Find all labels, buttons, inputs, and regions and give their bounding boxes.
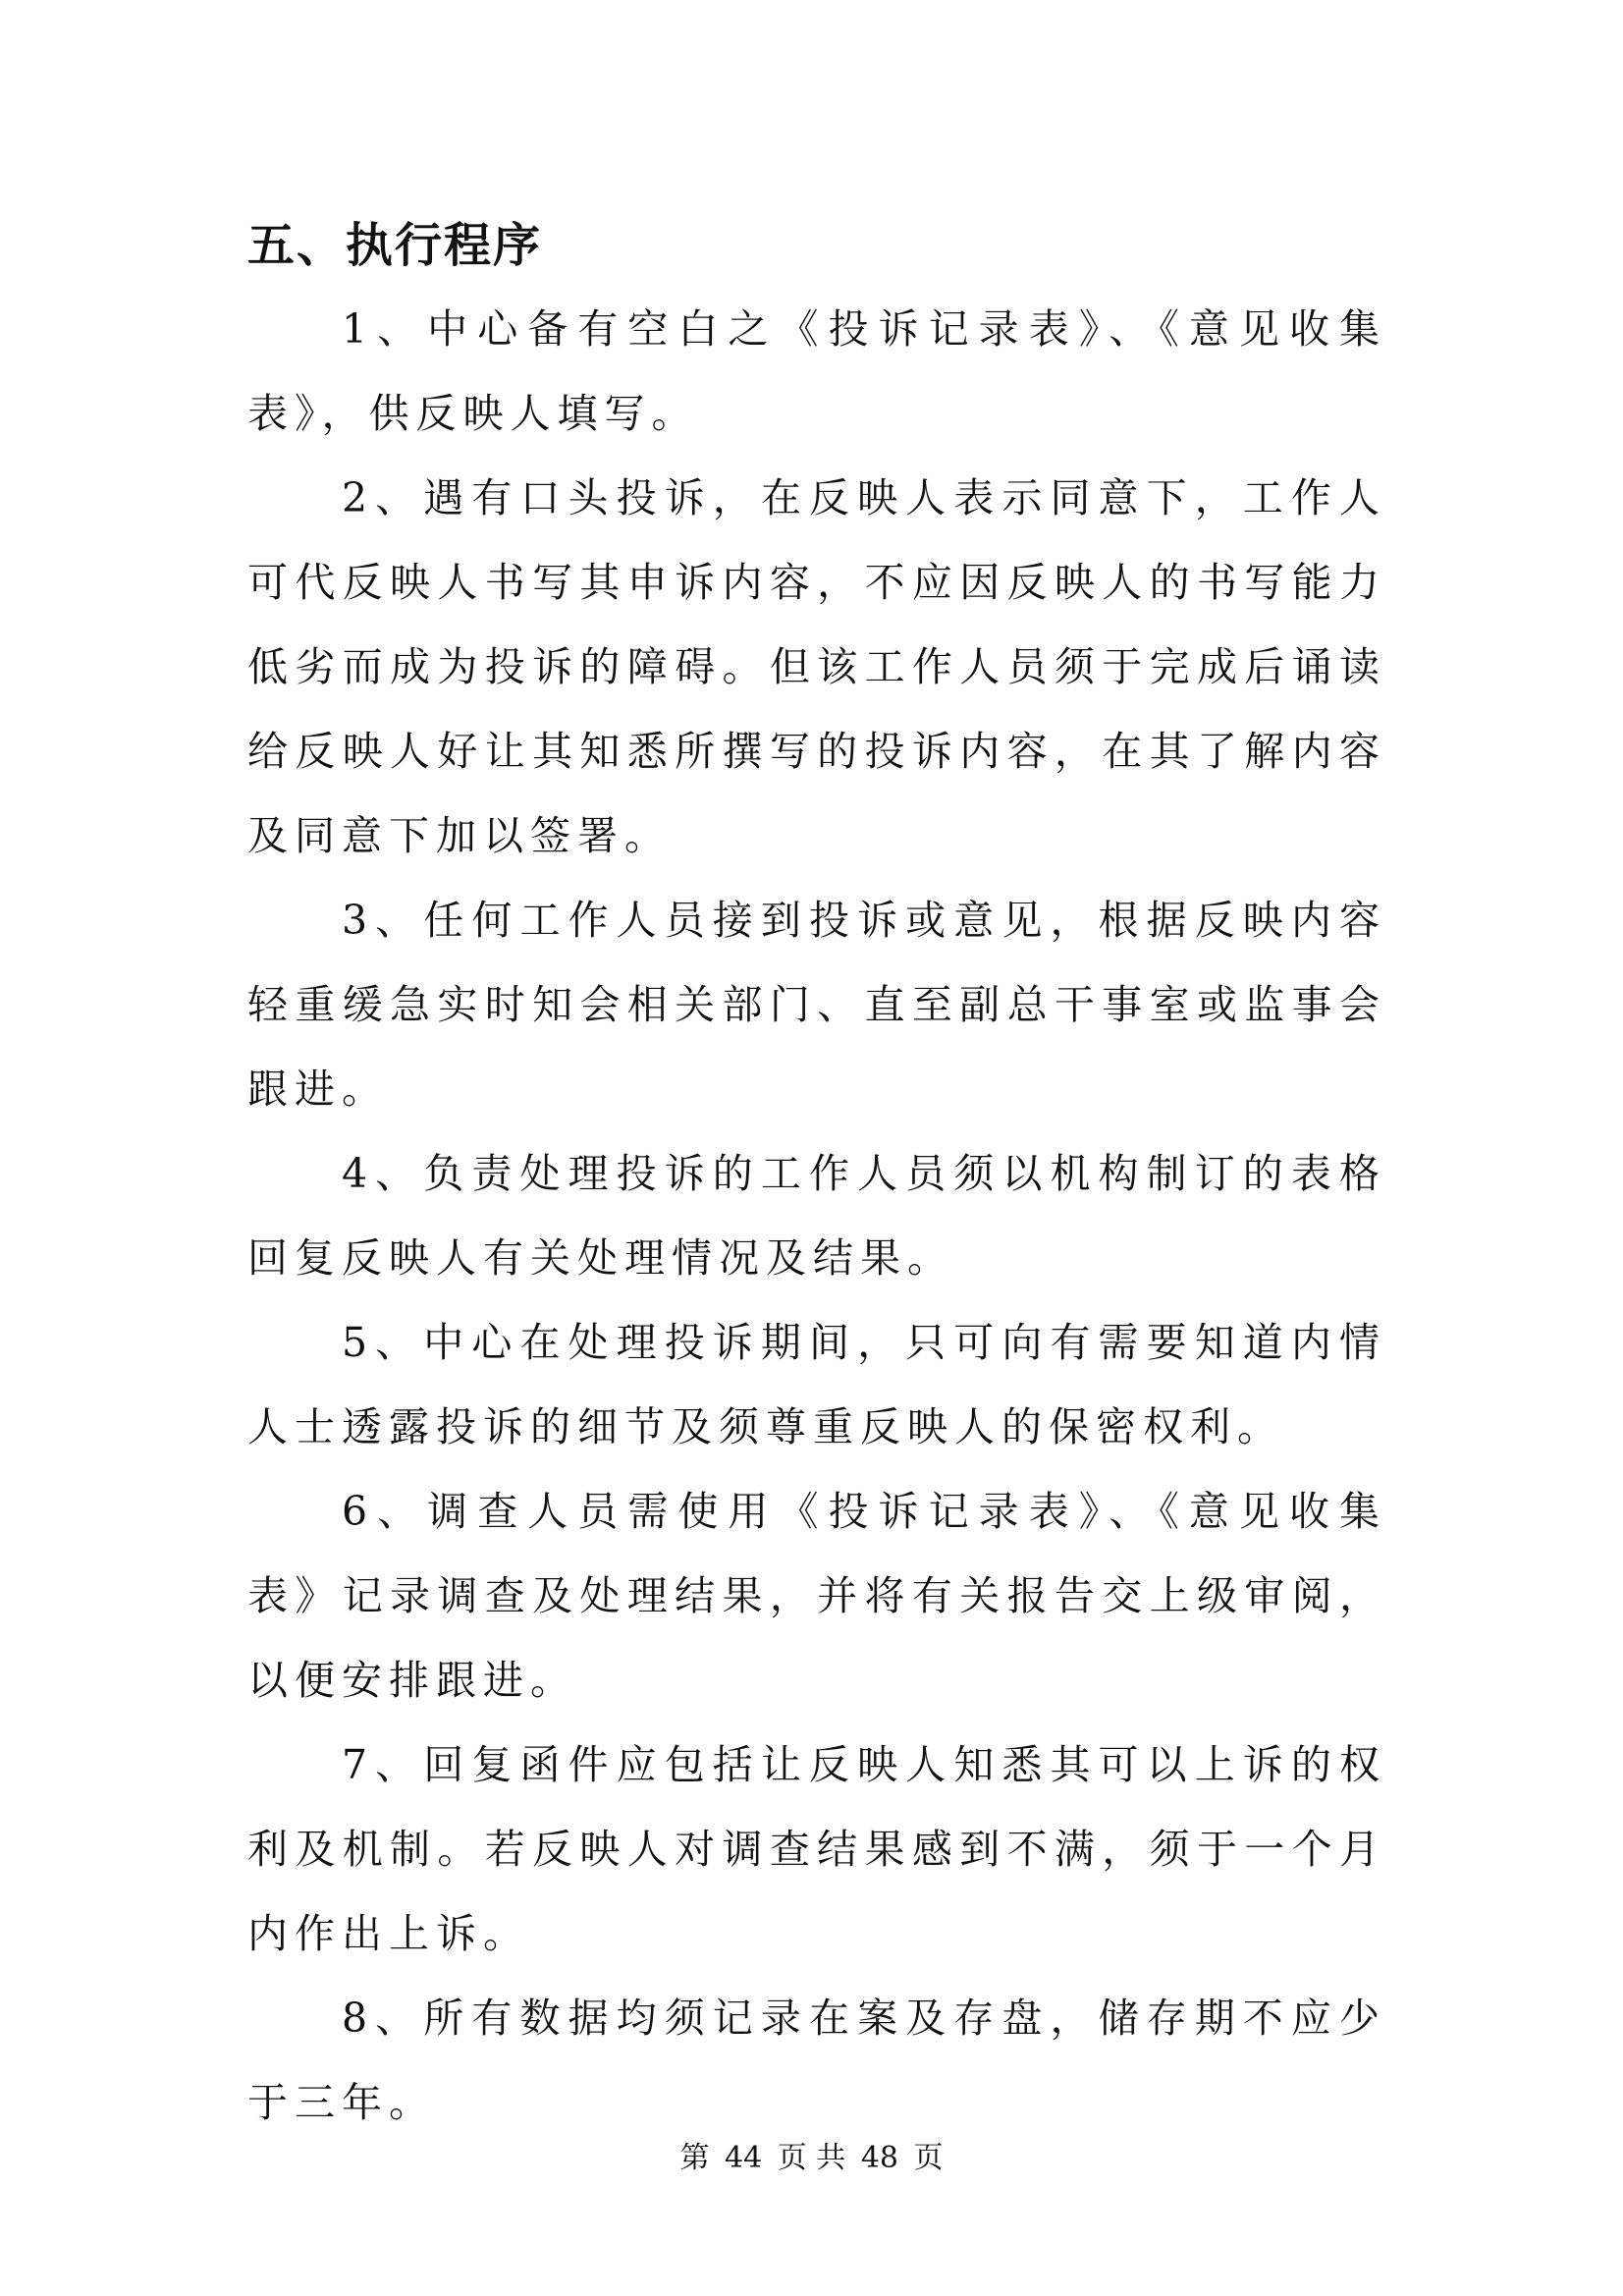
paragraph-1: 1、中心备有空白之《投诉记录表》、《意见收集表》，供反映人填写。 <box>247 305 1386 437</box>
paragraph-7: 7、回复函件应包括让反映人知悉其可以上诉的权利及机制。若反映人对调查结果感到不满，须于一个月内作出上诉。 <box>247 1741 1386 1957</box>
page-label-mid: 页 共 <box>777 2141 846 2175</box>
section-title: 五、执行程序 <box>247 218 543 273</box>
page-number-footer <box>0 2139 1623 2178</box>
paragraph-2: 2、遇有口头投诉，在反映人表示同意下，工作人可代反映人书写其申诉内容，不应因反映人的书写能力低劣而成为投诉的障碍。但该工作人员须于完成后诵读给反映人好让其知悉所撰写的投诉内容，在其了解内容及同意下加以签署。 <box>247 474 1386 859</box>
page-label-suffix: 页 <box>913 2141 944 2175</box>
paragraph-4: 4、负责处理投诉的工作人员须以机构制订的表格回复反映人有关处理情况及结果。 <box>247 1150 1386 1282</box>
paragraph-3: 3、任何工作人员接到投诉或意见，根据反映内容轻重缓急实时知会相关部门、直至副总干事室或监事会跟进。 <box>247 897 1386 1113</box>
page-label-prefix: 第 <box>679 2141 710 2175</box>
total-pages-number: 48 <box>860 2141 898 2175</box>
current-page-number: 44 <box>724 2141 763 2175</box>
paragraph-6: 6、调查人员需使用《投诉记录表》、《意见收集表》记录调查及处理结果，并将有关报告交上级审阅，以便安排跟进。 <box>247 1488 1386 1704</box>
paragraph-8: 8、所有数据均须记录在案及存盘，储存期不应少于三年。 <box>247 1995 1386 2126</box>
body-text <box>247 287 1386 2145</box>
paragraph-5: 5、中心在处理投诉期间，只可向有需要知道内情人士透露投诉的细节及须尊重反映人的保密权利。 <box>247 1319 1386 1450</box>
